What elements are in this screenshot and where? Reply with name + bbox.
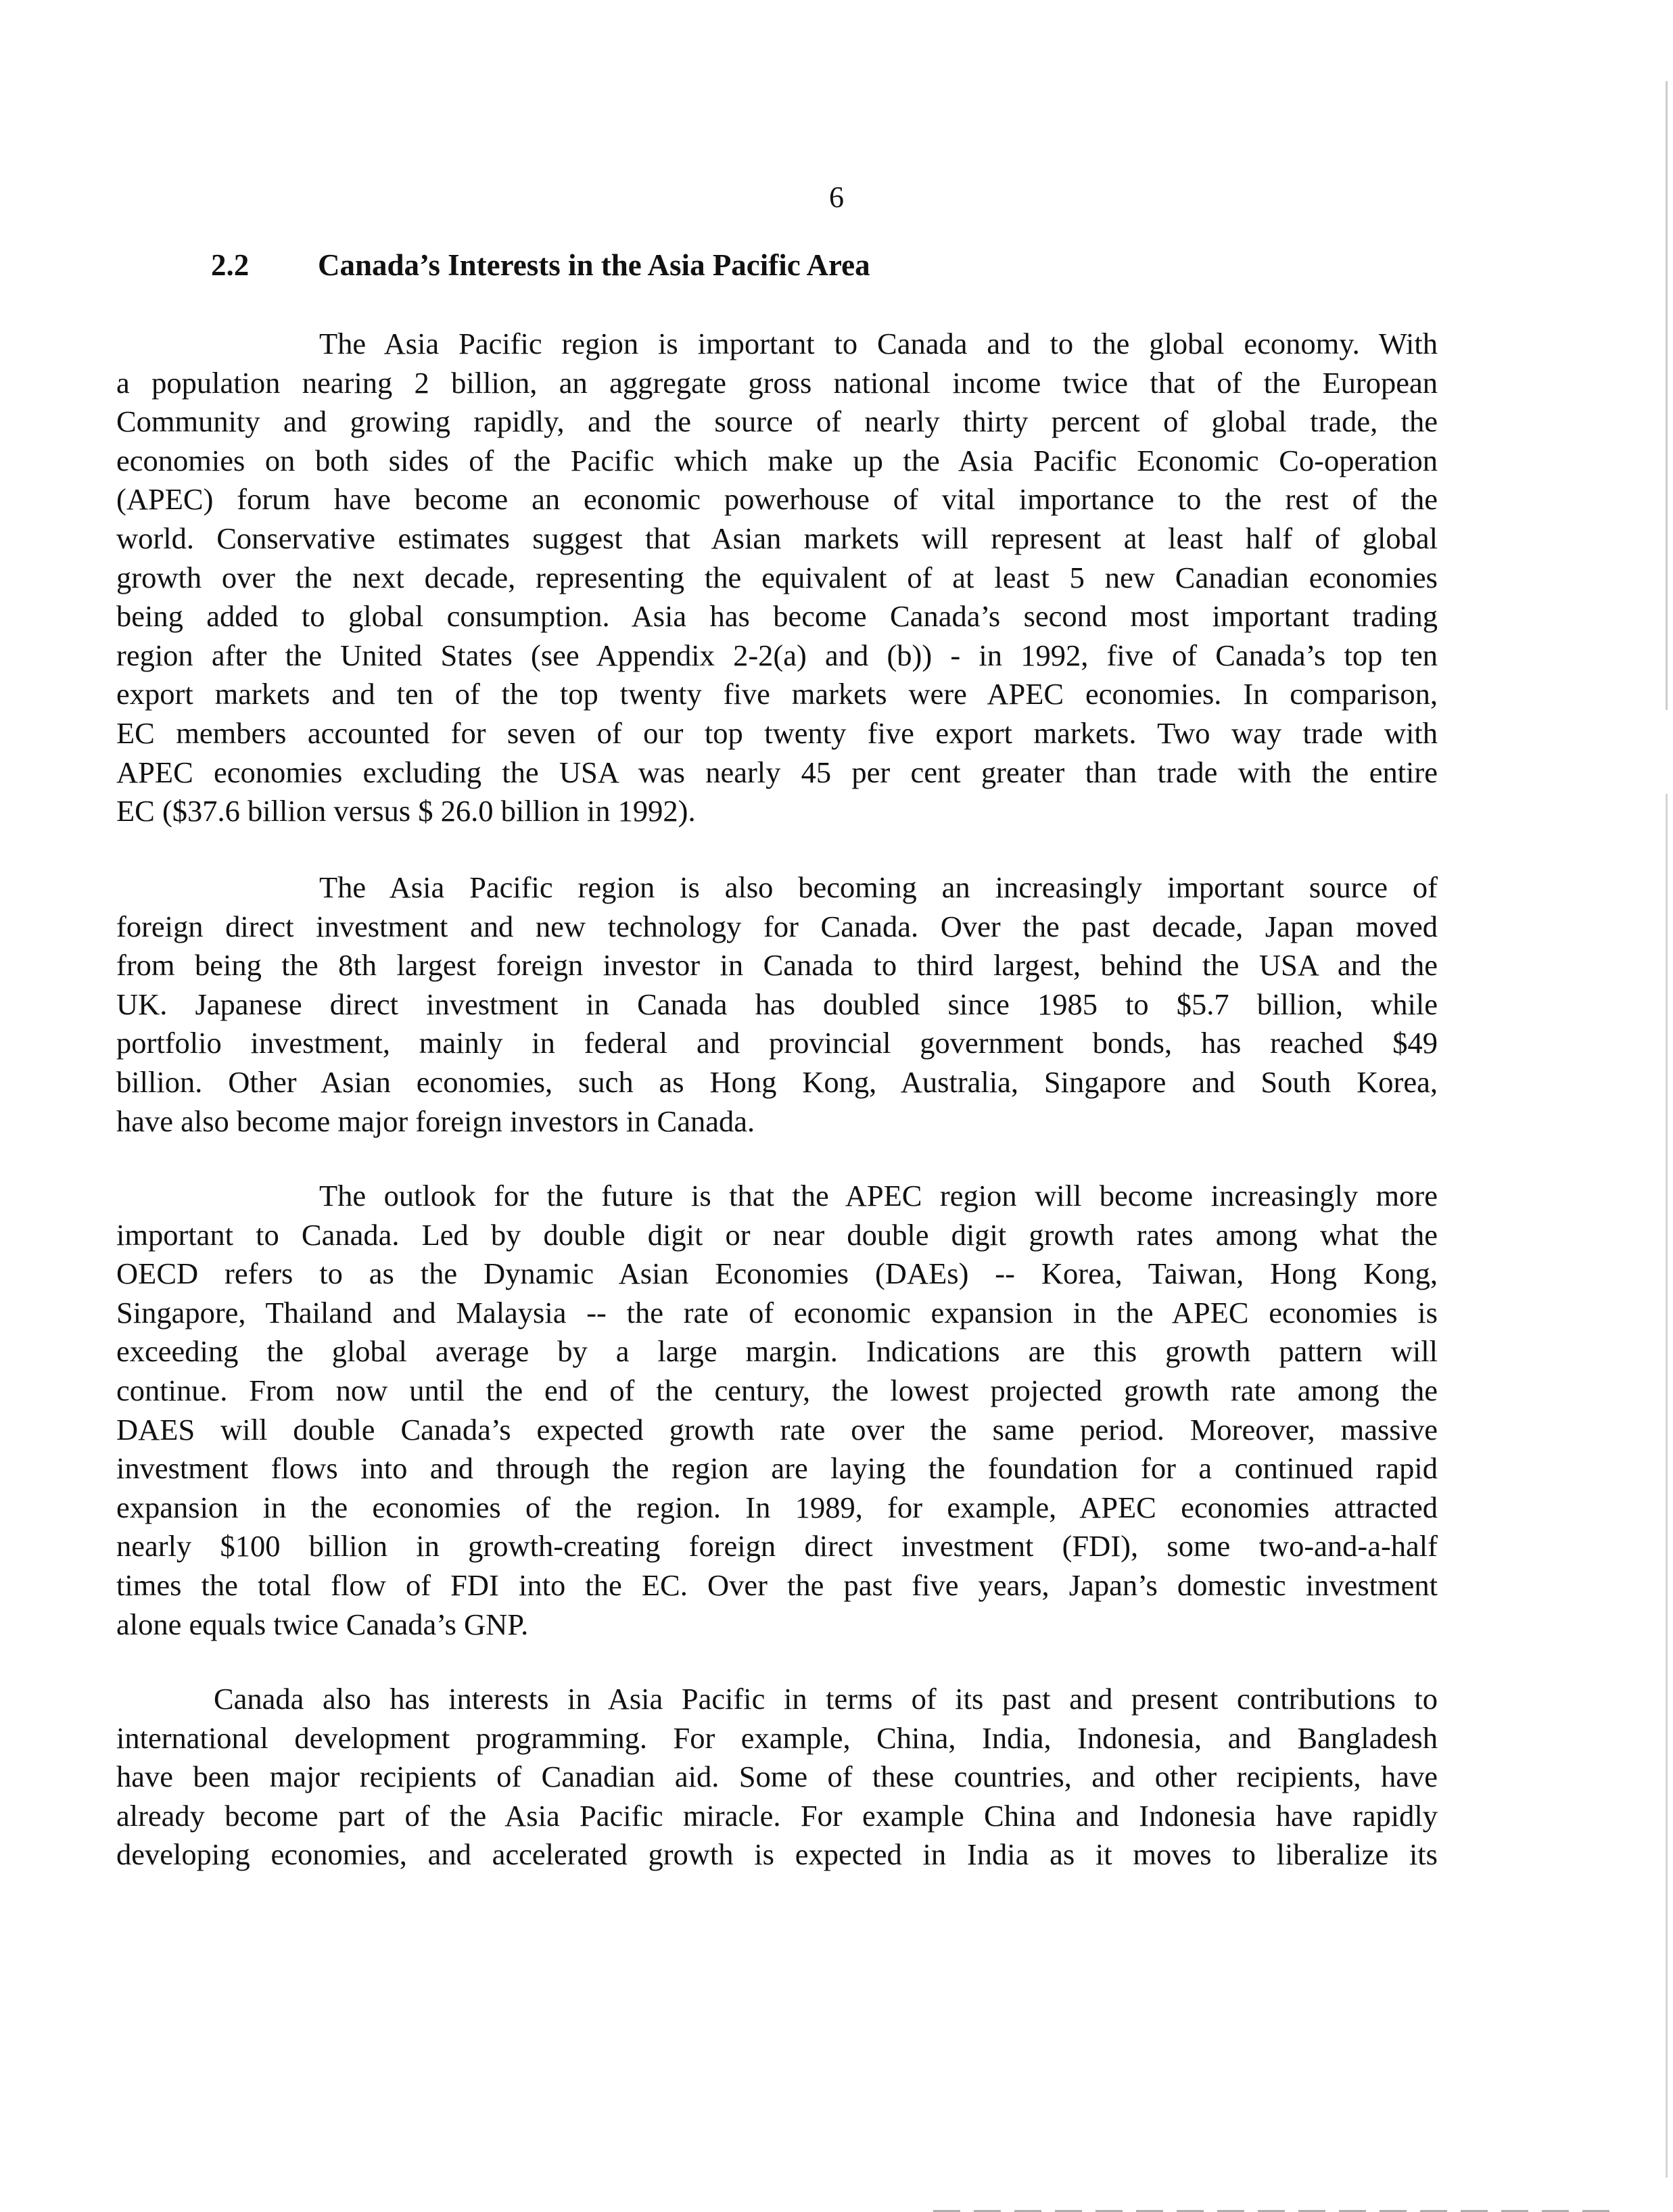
text-line: have been major recipients of Canadian aid. Some of these countries, and other recipients, have bbox=[116, 1760, 1438, 1794]
text-line: world. Conservative estimates suggest that Asian markets will represent at least half of global bbox=[116, 521, 1438, 555]
text-line: The Asia Pacific region is important to Canada and to the global economy. With bbox=[319, 327, 1438, 360]
text-line: billion. Other Asian economies, such as Hong Kong, Australia, Singapore and South Korea, bbox=[116, 1064, 1438, 1099]
paragraph-development bbox=[116, 1680, 1438, 1875]
page-number: 6 bbox=[829, 181, 844, 214]
paragraph-investment bbox=[116, 868, 1438, 1141]
text-line: developing economies, and accelerated growth is expected in India as it moves to liberalize its bbox=[116, 1837, 1438, 1872]
text-line: Singapore, Thailand and Malaysia -- the rate of economic expansion in the APEC economies is bbox=[116, 1295, 1438, 1329]
text-line: portfolio investment, mainly in federal and provincial government bonds, has reached $49 bbox=[116, 1026, 1438, 1060]
text-line: continue. From now until the end of the century, the lowest projected growth rate among the bbox=[116, 1373, 1438, 1407]
text-line: Canada also has interests in Asia Pacific in terms of its past and present contributions to bbox=[214, 1682, 1438, 1716]
text-line: EC members accounted for seven of our top twenty five export markets. Two way trade with bbox=[116, 715, 1438, 750]
paragraph-trade bbox=[116, 325, 1438, 831]
text-line: growth over the next decade, representing the equivalent of at least 5 new Canadian economies bbox=[116, 560, 1438, 594]
section-title: Canada’s Interests in the Asia Pacific Area bbox=[318, 248, 870, 282]
text-line: important to Canada. Led by double digit or near double digit growth rates among what the bbox=[116, 1217, 1438, 1252]
text-line: The outlook for the future is that the APEC region will become increasingly more bbox=[319, 1179, 1438, 1213]
text-line: The Asia Pacific region is also becoming an increasingly important source of bbox=[319, 870, 1438, 904]
text-line: a population nearing 2 billion, an aggregate gross national income twice that of the European bbox=[116, 365, 1438, 400]
text-line: already become part of the Asia Pacific miracle. For example China and Indonesia have rapidly bbox=[116, 1798, 1438, 1833]
paragraph-outlook bbox=[116, 1177, 1438, 1644]
text-line: economies on both sides of the Pacific which make up the Asia Pacific Economic Co-operation bbox=[116, 443, 1438, 477]
text-line: EC ($37.6 billion versus $ 26.0 billion in 1992). bbox=[116, 794, 696, 828]
text-line: international development programming. For example, China, India, Indonesia, and Bangladesh bbox=[116, 1720, 1438, 1755]
text-line: nearly $100 billion in growth-creating foreign direct investment (FDI), some two-and-a-half bbox=[116, 1529, 1438, 1563]
text-line: exceeding the global average by a large margin. Indications are this growth pattern will bbox=[116, 1334, 1438, 1369]
scan-edge-mark bbox=[1666, 81, 1668, 2178]
text-line: investment flows into and through the region are laying the foundation for a continued rapid bbox=[116, 1451, 1438, 1486]
text-line: foreign direct investment and new technology for Canada. Over the past decade, Japan moved bbox=[116, 909, 1438, 943]
text-line: region after the United States (see Appendix 2-2(a) and (b)) - in 1992, five of Canada’s top ten bbox=[116, 638, 1438, 672]
text-line: from being the 8th largest foreign investor in Canada to third largest, behind the USA and the bbox=[116, 948, 1438, 983]
section-number: 2.2 bbox=[211, 248, 250, 282]
text-line: export markets and ten of the top twenty five markets were APEC economies. In comparison, bbox=[116, 677, 1438, 711]
text-line: DAES will double Canada’s expected growth rate over the same period. Moreover, massive bbox=[116, 1412, 1438, 1446]
text-line: OECD refers to as the Dynamic Asian Economies (DAEs) -- Korea, Taiwan, Hong Kong, bbox=[116, 1256, 1438, 1291]
text-line: Community and growing rapidly, and the source of nearly thirty percent of global trade, the bbox=[116, 404, 1438, 439]
text-line: expansion in the economies of the region. In 1989, for example, APEC economies attracted bbox=[116, 1490, 1438, 1524]
text-line: APEC economies excluding the USA was nearly 45 per cent greater than trade with the entire bbox=[116, 755, 1438, 789]
section-heading bbox=[211, 245, 870, 285]
text-line: alone equals twice Canada’s GNP. bbox=[116, 1607, 529, 1641]
text-line: have also become major foreign investors in Canada. bbox=[116, 1104, 755, 1138]
text-line: times the total flow of FDI into the EC. Over the past five years, Japan’s domestic investment bbox=[116, 1568, 1438, 1602]
text-line: being added to global consumption. Asia has become Canada’s second most important trading bbox=[116, 599, 1438, 634]
text-line: UK. Japanese direct investment in Canada has doubled since 1985 to $5.7 billion, while bbox=[116, 987, 1438, 1021]
text-line: (APEC) forum have become an economic powerhouse of vital importance to the rest of the bbox=[116, 482, 1438, 517]
